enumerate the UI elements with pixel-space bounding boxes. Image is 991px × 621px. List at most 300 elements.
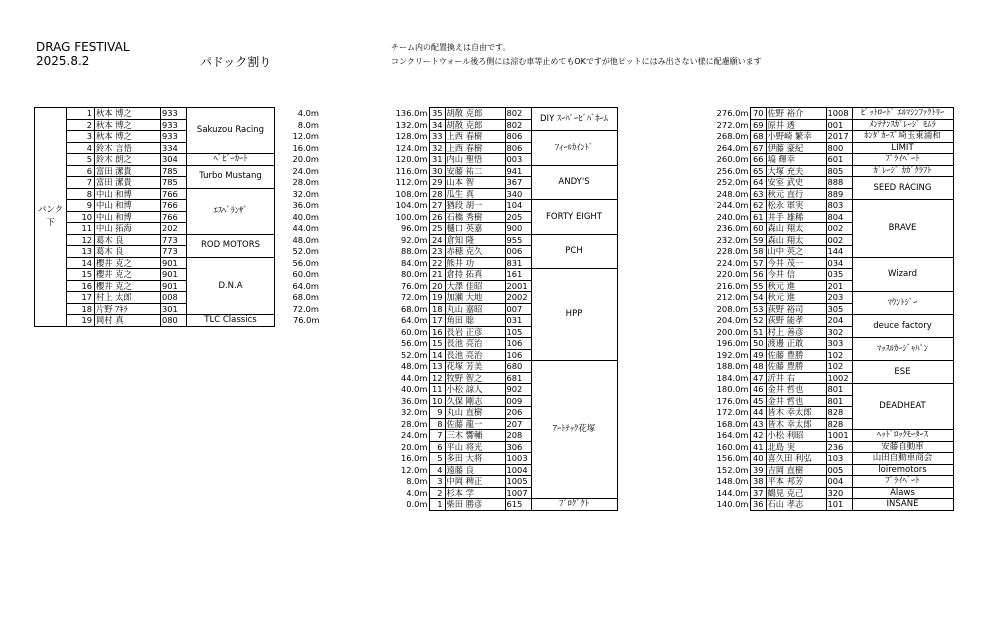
driver-name: 胡散 克郎	[445, 119, 505, 131]
pit-number: 3	[429, 476, 445, 488]
driver-name: 今井 茂一	[766, 257, 826, 269]
pit-number: 37	[750, 487, 766, 499]
table-row	[391, 234, 617, 246]
driver-name: 大澤 佳昭	[445, 280, 505, 292]
driver-name: 原井 透	[766, 119, 826, 131]
pit-number: 18	[67, 303, 95, 315]
driver-name: 櫻井 克之	[95, 269, 161, 281]
team-name: DEADHEAT	[852, 384, 953, 430]
car-number: 207	[505, 418, 531, 430]
driver-name: 荻野 裕司	[766, 303, 826, 315]
car-number: 785	[161, 165, 187, 177]
car-number: 933	[161, 108, 187, 120]
distance: 44.0m	[400, 372, 428, 383]
driver-name: 秋本 博之	[95, 119, 161, 131]
driver-name: 多田 大将	[445, 453, 505, 465]
pit-number: 4	[429, 464, 445, 476]
car-number: 204	[826, 315, 852, 327]
distance: 20.0m	[292, 154, 319, 164]
distance: 184.0m	[716, 372, 749, 383]
car-number: 305	[826, 303, 852, 315]
pit-number: 10	[67, 211, 95, 223]
driver-name: 倉持 拓真	[445, 269, 505, 281]
pit-number: 9	[429, 407, 445, 419]
car-number: 320	[826, 487, 852, 499]
pit-number: 3	[67, 131, 95, 143]
table-row	[708, 142, 953, 154]
pit-number: 24	[429, 234, 445, 246]
car-number: 236	[826, 441, 852, 453]
table-row	[35, 246, 321, 258]
table-row	[708, 154, 953, 166]
table-row	[708, 315, 953, 327]
pit-number: 55	[750, 280, 766, 292]
pit-number: 49	[750, 349, 766, 361]
distance: 72.0m	[400, 292, 428, 302]
pit-number: 50	[750, 338, 766, 350]
driver-name: 松永 軍実	[766, 200, 826, 212]
distance: 16.0m	[400, 453, 428, 463]
pit-number: 15	[429, 338, 445, 350]
distance: 60.0m	[292, 269, 319, 279]
pit-number: 42	[750, 430, 766, 442]
driver-name: 井手 雄稀	[766, 211, 826, 223]
table-row	[708, 453, 953, 465]
car-number: 1003	[505, 453, 531, 465]
pit-number: 20	[429, 280, 445, 292]
team-name: Alaws	[852, 487, 953, 499]
table-row	[35, 303, 321, 315]
table-row	[35, 108, 321, 120]
table-row	[708, 476, 953, 488]
distance: 52.0m	[400, 349, 428, 360]
car-number: 2002	[505, 292, 531, 304]
pit-number: 31	[429, 154, 445, 166]
driver-name: 大塚 充夫	[766, 165, 826, 177]
table-row	[35, 292, 321, 304]
team-name: ﾌﾟﾗｲﾍﾞｰﾄ	[852, 154, 953, 166]
driver-name: 岡村 真	[95, 315, 161, 327]
car-number: 034	[826, 257, 852, 269]
team-name: ﾏｯｽﾙｶｰｼﾞｬﾊﾟﾝ	[852, 338, 953, 361]
distance: 196.0m	[716, 338, 749, 348]
distance: 92.0m	[400, 234, 428, 245]
car-number: 008	[161, 292, 187, 304]
table-row	[708, 177, 953, 189]
distance: 272.0m	[716, 119, 749, 130]
car-number: 1007	[505, 487, 531, 499]
distance: 68.0m	[400, 303, 428, 314]
car-number: 005	[826, 464, 852, 476]
driver-name: 丸山 直樹	[445, 407, 505, 419]
distance: 72.0m	[292, 303, 319, 314]
driver-name: 中岡 稗正	[445, 476, 505, 488]
car-number: 1008	[826, 108, 852, 120]
distance: 36.0m	[292, 200, 319, 210]
car-number: 102	[826, 361, 852, 373]
distance: 8.0m	[406, 476, 428, 486]
car-number: 804	[826, 211, 852, 223]
team-name: ANDY'S	[531, 165, 617, 200]
distance: 220.0m	[716, 269, 749, 279]
team-name: D.N.A	[187, 257, 275, 315]
table-row	[391, 108, 617, 120]
distance: 36.0m	[400, 395, 428, 406]
distance: 236.0m	[716, 223, 749, 233]
bank-label-line-1: パンク	[37, 204, 64, 215]
pit-number: 17	[67, 292, 95, 304]
table-row	[35, 257, 321, 269]
driver-name: 遠藤 良	[445, 464, 505, 476]
driver-name: 中山 拓海	[95, 223, 161, 235]
table-row	[708, 499, 953, 511]
car-number: 901	[161, 269, 187, 281]
pit-number: 18	[429, 303, 445, 315]
team-name: ﾋﾟｯﾄﾛｰﾄﾞ ｴﾙﾏｼﾝﾌｧｸﾄﾘｰ	[852, 108, 953, 120]
driver-name: 秋元 直行	[766, 188, 826, 200]
car-number: 773	[161, 234, 187, 246]
pit-number: 62	[750, 200, 766, 212]
car-number: 304	[161, 154, 187, 166]
distance: 176.0m	[716, 395, 749, 406]
team-name: SEED RACING	[852, 177, 953, 200]
car-number: 080	[161, 315, 187, 327]
distance: 156.0m	[716, 453, 749, 463]
pit-number: 8	[429, 418, 445, 430]
distance: 12.0m	[292, 131, 319, 141]
bank-label	[35, 108, 67, 327]
pit-number: 63	[750, 188, 766, 200]
car-number: 302	[826, 326, 852, 338]
team-name: loiremotors	[852, 464, 953, 476]
table-row	[35, 119, 321, 131]
driver-name: 佐藤 龍一	[445, 418, 505, 430]
driver-name: 吉岡 直樹	[766, 464, 826, 476]
pit-number: 67	[750, 142, 766, 154]
driver-name: 鶴見 克己	[766, 487, 826, 499]
pit-number: 16	[67, 280, 95, 292]
pit-number: 40	[750, 453, 766, 465]
pit-number: 26	[429, 211, 445, 223]
distance: 152.0m	[716, 464, 749, 475]
car-number: 208	[505, 430, 531, 442]
table-row	[35, 154, 321, 166]
table-row	[708, 338, 953, 350]
event-date: 2025.8.2	[36, 54, 90, 68]
distance: 252.0m	[716, 177, 749, 187]
driver-name: 中山 和博	[95, 200, 161, 212]
distance: 108.0m	[395, 188, 428, 199]
distance: 240.0m	[716, 211, 749, 222]
team-name: LIMIT	[852, 142, 953, 154]
car-number: 104	[505, 200, 531, 212]
table-row	[35, 211, 321, 223]
table-row	[35, 269, 321, 281]
team-name: ﾒﾝﾃﾅﾝｽｶﾞﾚｰｼﾞ ﾓﾑﾗ	[852, 119, 953, 131]
distance: 180.0m	[716, 384, 749, 394]
car-number: 933	[161, 119, 187, 131]
distance: 52.0m	[292, 246, 319, 256]
driver-name: 山本 智	[445, 177, 505, 189]
car-number: 106	[505, 338, 531, 350]
distance: 256.0m	[716, 165, 749, 176]
team-name: ｴｽﾍﾞﾗﾝｻﾞ	[187, 188, 275, 234]
team-name: INSANE	[852, 499, 953, 511]
pit-number: 66	[750, 154, 766, 166]
driver-name: 杉本 学	[445, 487, 505, 499]
driver-name: 佐藤 豊勝	[766, 361, 826, 373]
pit-number: 5	[67, 154, 95, 166]
pit-number: 34	[429, 119, 445, 131]
driver-name: 葛木 良	[95, 246, 161, 258]
table-row	[35, 315, 321, 327]
driver-name: 富田 潔貴	[95, 165, 161, 177]
driver-name: 上西 春樹	[445, 131, 505, 143]
pit-number: 56	[750, 269, 766, 281]
distance: 264.0m	[716, 142, 749, 153]
car-number: 334	[161, 142, 187, 154]
driver-name: 胡散 克郎	[445, 108, 505, 120]
driver-name: 北島 実	[766, 441, 826, 453]
driver-name: 熊井 功	[445, 257, 505, 269]
distance: 32.0m	[292, 188, 319, 199]
pit-number: 8	[67, 188, 95, 200]
distance: 80.0m	[400, 269, 428, 279]
table-row	[708, 441, 953, 453]
pit-number: 59	[750, 234, 766, 246]
pit-number: 32	[429, 142, 445, 154]
table-row	[35, 165, 321, 177]
team-name: 山田自動車商会	[852, 453, 953, 465]
driver-name: 平山 将光	[445, 441, 505, 453]
driver-name: 荻野 能孝	[766, 315, 826, 327]
table-row	[35, 142, 321, 154]
driver-name: 中山 和博	[95, 211, 161, 223]
team-name: ﾏｳﾝﾄｼﾞｰ	[852, 292, 953, 315]
driver-name: 金井 哲也	[766, 384, 826, 396]
team-name: DIY ｽｰﾊﾟｰﾋﾞﾊﾞﾎｰﾑ	[531, 108, 617, 131]
driver-name: 三木 響輔	[445, 430, 505, 442]
distance: 76.0m	[400, 280, 428, 291]
table-row	[708, 131, 953, 143]
team-name: TLC Classics	[187, 315, 275, 327]
driver-name: 片野 ｱｷﾗ	[95, 303, 161, 315]
distance: 212.0m	[716, 292, 749, 302]
driver-name: 伊藤 豪紀	[766, 142, 826, 154]
paddock-table-left	[34, 107, 321, 327]
pit-number: 9	[67, 200, 95, 212]
table-row	[35, 177, 321, 189]
car-number: 681	[505, 372, 531, 384]
pit-number: 36	[750, 499, 766, 511]
pit-number: 11	[429, 384, 445, 396]
team-name: 安藤自動車	[852, 441, 953, 453]
car-number: 144	[826, 246, 852, 258]
car-number: 766	[161, 200, 187, 212]
pit-number: 29	[429, 177, 445, 189]
car-number: 003	[505, 154, 531, 166]
table-row	[35, 280, 321, 292]
car-number: 615	[505, 499, 531, 511]
pit-number: 1	[67, 108, 95, 120]
table-row	[391, 165, 617, 177]
distance: 192.0m	[716, 349, 749, 360]
driver-name: 沂井 右	[766, 372, 826, 384]
driver-name: 山中 英之	[766, 246, 826, 258]
car-number: 785	[161, 177, 187, 189]
pit-number: 12	[67, 234, 95, 246]
car-number: 1005	[505, 476, 531, 488]
car-number: 802	[505, 119, 531, 131]
pit-number: 2	[67, 119, 95, 131]
car-number: 303	[826, 338, 852, 350]
car-number: 901	[161, 280, 187, 292]
table-row	[708, 464, 953, 476]
table-row	[708, 384, 953, 396]
car-number: 2017	[826, 131, 852, 143]
distance: 104.0m	[395, 200, 428, 210]
car-number: 306	[505, 441, 531, 453]
table-row	[391, 200, 617, 212]
event-title	[36, 40, 130, 68]
distance: 208.0m	[716, 303, 749, 314]
pit-number: 41	[750, 441, 766, 453]
driver-name: 安室 武史	[766, 177, 826, 189]
driver-name: 長岩 正彦	[445, 326, 505, 338]
driver-name: 金井 哲也	[766, 395, 826, 407]
driver-name: 加瀬 大地	[445, 292, 505, 304]
pit-number: 1	[429, 499, 445, 511]
driver-name: 秋本 博之	[95, 131, 161, 143]
table-row	[708, 200, 953, 212]
pit-number: 54	[750, 292, 766, 304]
table-row	[391, 499, 617, 511]
car-number: 101	[826, 499, 852, 511]
distance: 216.0m	[716, 280, 749, 291]
pit-number: 27	[429, 200, 445, 212]
pit-number: 69	[750, 119, 766, 131]
pit-number: 51	[750, 326, 766, 338]
distance: 96.0m	[400, 223, 428, 233]
car-number: 803	[826, 200, 852, 212]
driver-name: 村上 善彦	[766, 326, 826, 338]
car-number: 805	[826, 165, 852, 177]
car-number: 103	[826, 453, 852, 465]
table-row	[708, 119, 953, 131]
car-number: 102	[826, 349, 852, 361]
pit-number: 58	[750, 246, 766, 258]
distance: 260.0m	[716, 154, 749, 164]
car-number: 766	[161, 188, 187, 200]
car-number: 955	[505, 234, 531, 246]
pit-number: 70	[750, 108, 766, 120]
car-number: 800	[826, 142, 852, 154]
distance: 40.0m	[400, 384, 428, 394]
driver-name: 赤穂 克久	[445, 246, 505, 258]
distance: 204.0m	[716, 315, 749, 325]
distance: 228.0m	[716, 246, 749, 256]
driver-name: 佐野 裕介	[766, 108, 826, 120]
car-number: 901	[161, 257, 187, 269]
pit-number: 22	[429, 257, 445, 269]
distance: 188.0m	[716, 361, 749, 371]
driver-name: 皆木 幸太郎	[766, 418, 826, 430]
distance: 20.0m	[400, 441, 428, 452]
pit-number: 14	[67, 257, 95, 269]
distance: 64.0m	[400, 315, 428, 325]
team-name: ﾍﾞﾋﾞｰｶｰﾄ	[187, 154, 275, 166]
car-number: 206	[505, 407, 531, 419]
distance: 172.0m	[716, 407, 749, 417]
distance: 268.0m	[716, 131, 749, 141]
team-name: ROD MOTORS	[187, 234, 275, 257]
driver-name: 小野崎 繁幸	[766, 131, 826, 143]
driver-name: 花塚 芳美	[445, 361, 505, 373]
distance: 56.0m	[292, 257, 319, 268]
table-row	[391, 269, 617, 281]
driver-name: 久保 剛志	[445, 395, 505, 407]
car-number: 161	[505, 269, 531, 281]
pit-number: 47	[750, 372, 766, 384]
distance: 0.0m	[406, 499, 428, 509]
table-row	[391, 361, 617, 373]
distance: 128.0m	[395, 131, 428, 141]
car-number: 766	[161, 211, 187, 223]
car-number: 806	[505, 131, 531, 143]
distance: 28.0m	[292, 177, 319, 187]
car-number: 203	[826, 292, 852, 304]
distance: 24.0m	[292, 165, 319, 176]
distance: 164.0m	[716, 430, 749, 440]
car-number: 002	[826, 223, 852, 235]
distance: 160.0m	[716, 441, 749, 452]
pit-number: 6	[67, 165, 95, 177]
table-row	[708, 361, 953, 373]
driver-name: 樋口 英嘉	[445, 223, 505, 235]
distance: 168.0m	[716, 418, 749, 429]
car-number: 006	[505, 246, 531, 258]
driver-name: 石橋 秀樹	[445, 211, 505, 223]
car-number: 201	[826, 280, 852, 292]
driver-name: 平本 邦芳	[766, 476, 826, 488]
pit-number: 11	[67, 223, 95, 235]
car-number: 340	[505, 188, 531, 200]
distance: 136.0m	[395, 108, 428, 118]
distance: 124.0m	[395, 142, 428, 153]
distance: 32.0m	[400, 407, 428, 417]
team-name: deuce factory	[852, 315, 953, 338]
car-number: 004	[826, 476, 852, 488]
car-number: 1004	[505, 464, 531, 476]
distance: 88.0m	[400, 246, 428, 256]
driver-name: 小松 利昭	[766, 430, 826, 442]
car-number: 2001	[505, 280, 531, 292]
pit-number: 4	[67, 142, 95, 154]
car-number: 888	[826, 177, 852, 189]
team-name: Turbo Mustang	[187, 165, 275, 188]
pit-number: 64	[750, 177, 766, 189]
pit-number: 65	[750, 165, 766, 177]
car-number: 301	[161, 303, 187, 315]
pit-number: 28	[429, 188, 445, 200]
paddock-title: パドック割り	[200, 55, 272, 69]
pit-number: 17	[429, 315, 445, 327]
table-row	[35, 200, 321, 212]
driver-name: 長池 亮治	[445, 349, 505, 361]
team-name: Sakuzou Racing	[187, 108, 275, 154]
pit-number: 61	[750, 211, 766, 223]
team-name: Wizard	[852, 257, 953, 292]
